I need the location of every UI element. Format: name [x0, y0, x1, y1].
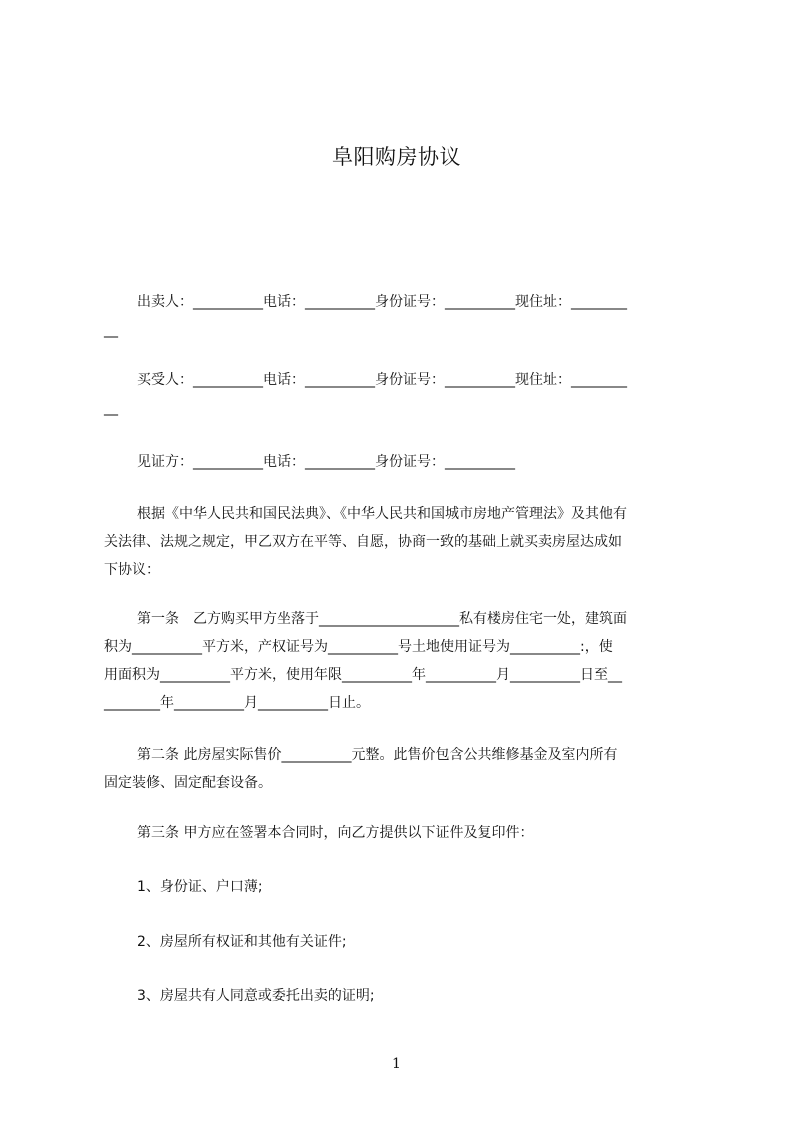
- seller-line-1: 出卖人：__________电话：__________身份证号：__________现住址：________: [137, 294, 627, 310]
- article-3-line-1: 第三条 甲方应在签署本合同时，向乙方提供以下证件及复印件：: [137, 825, 534, 841]
- list-item: [104, 982, 704, 1010]
- document-title: 阜阳购房协议: [332, 145, 461, 169]
- article-1-line-4: ________年__________月__________日止。: [104, 695, 370, 711]
- list-item: [104, 928, 704, 956]
- seller-line-2: __: [104, 322, 118, 338]
- article-1-paragraph: [104, 605, 704, 717]
- article-3-paragraph: [104, 819, 704, 847]
- list-item-1: 1、身份证、户口薄;: [137, 879, 263, 895]
- page-number: 1: [392, 1056, 401, 1072]
- list-item-2: 2、房屋所有权证和其他有关证件;: [137, 934, 347, 950]
- article-1-line-2: 积为__________平方米，产权证号为__________号土地使用证号为__________:，使: [104, 639, 613, 655]
- article-2-line-2: 固定装修、固定配套设备。: [104, 775, 272, 791]
- article-2-paragraph: [104, 741, 704, 797]
- witness-line-1: 见证方：__________电话：__________身份证号：__________: [137, 454, 515, 470]
- list-item: [104, 873, 704, 901]
- preamble-paragraph: [104, 500, 704, 584]
- buyer-paragraph: [104, 366, 704, 422]
- article-1-line-3: 用面积为__________平方米，使用年限__________年__________月__________日至__: [104, 667, 622, 683]
- witness-paragraph: [104, 448, 704, 476]
- buyer-line-2: __: [104, 400, 118, 416]
- article-1-line-1: 第一条 乙方购买甲方坐落于____________________私有楼房住宅一处，建筑面: [137, 611, 627, 627]
- preamble-line-1: 根据《中华人民共和国民法典》、《中华人民共和国城市房地产管理法》及其他有: [137, 506, 627, 522]
- article-2-line-1: 第二条 此房屋实际售价__________元整。此售价包含公共维修基金及室内所有: [137, 747, 618, 763]
- seller-paragraph: [104, 288, 704, 344]
- buyer-line-1: 买受人：__________电话：__________身份证号：__________现住址：________: [137, 372, 627, 388]
- preamble-line-2: 关法律、法规之规定，甲乙双方在平等、自愿，协商一致的基础上就买卖房屋达成如: [104, 534, 622, 550]
- preamble-line-3: 下协议：: [104, 562, 160, 578]
- list-item-3: 3、房屋共有人同意或委托出卖的证明;: [137, 988, 375, 1004]
